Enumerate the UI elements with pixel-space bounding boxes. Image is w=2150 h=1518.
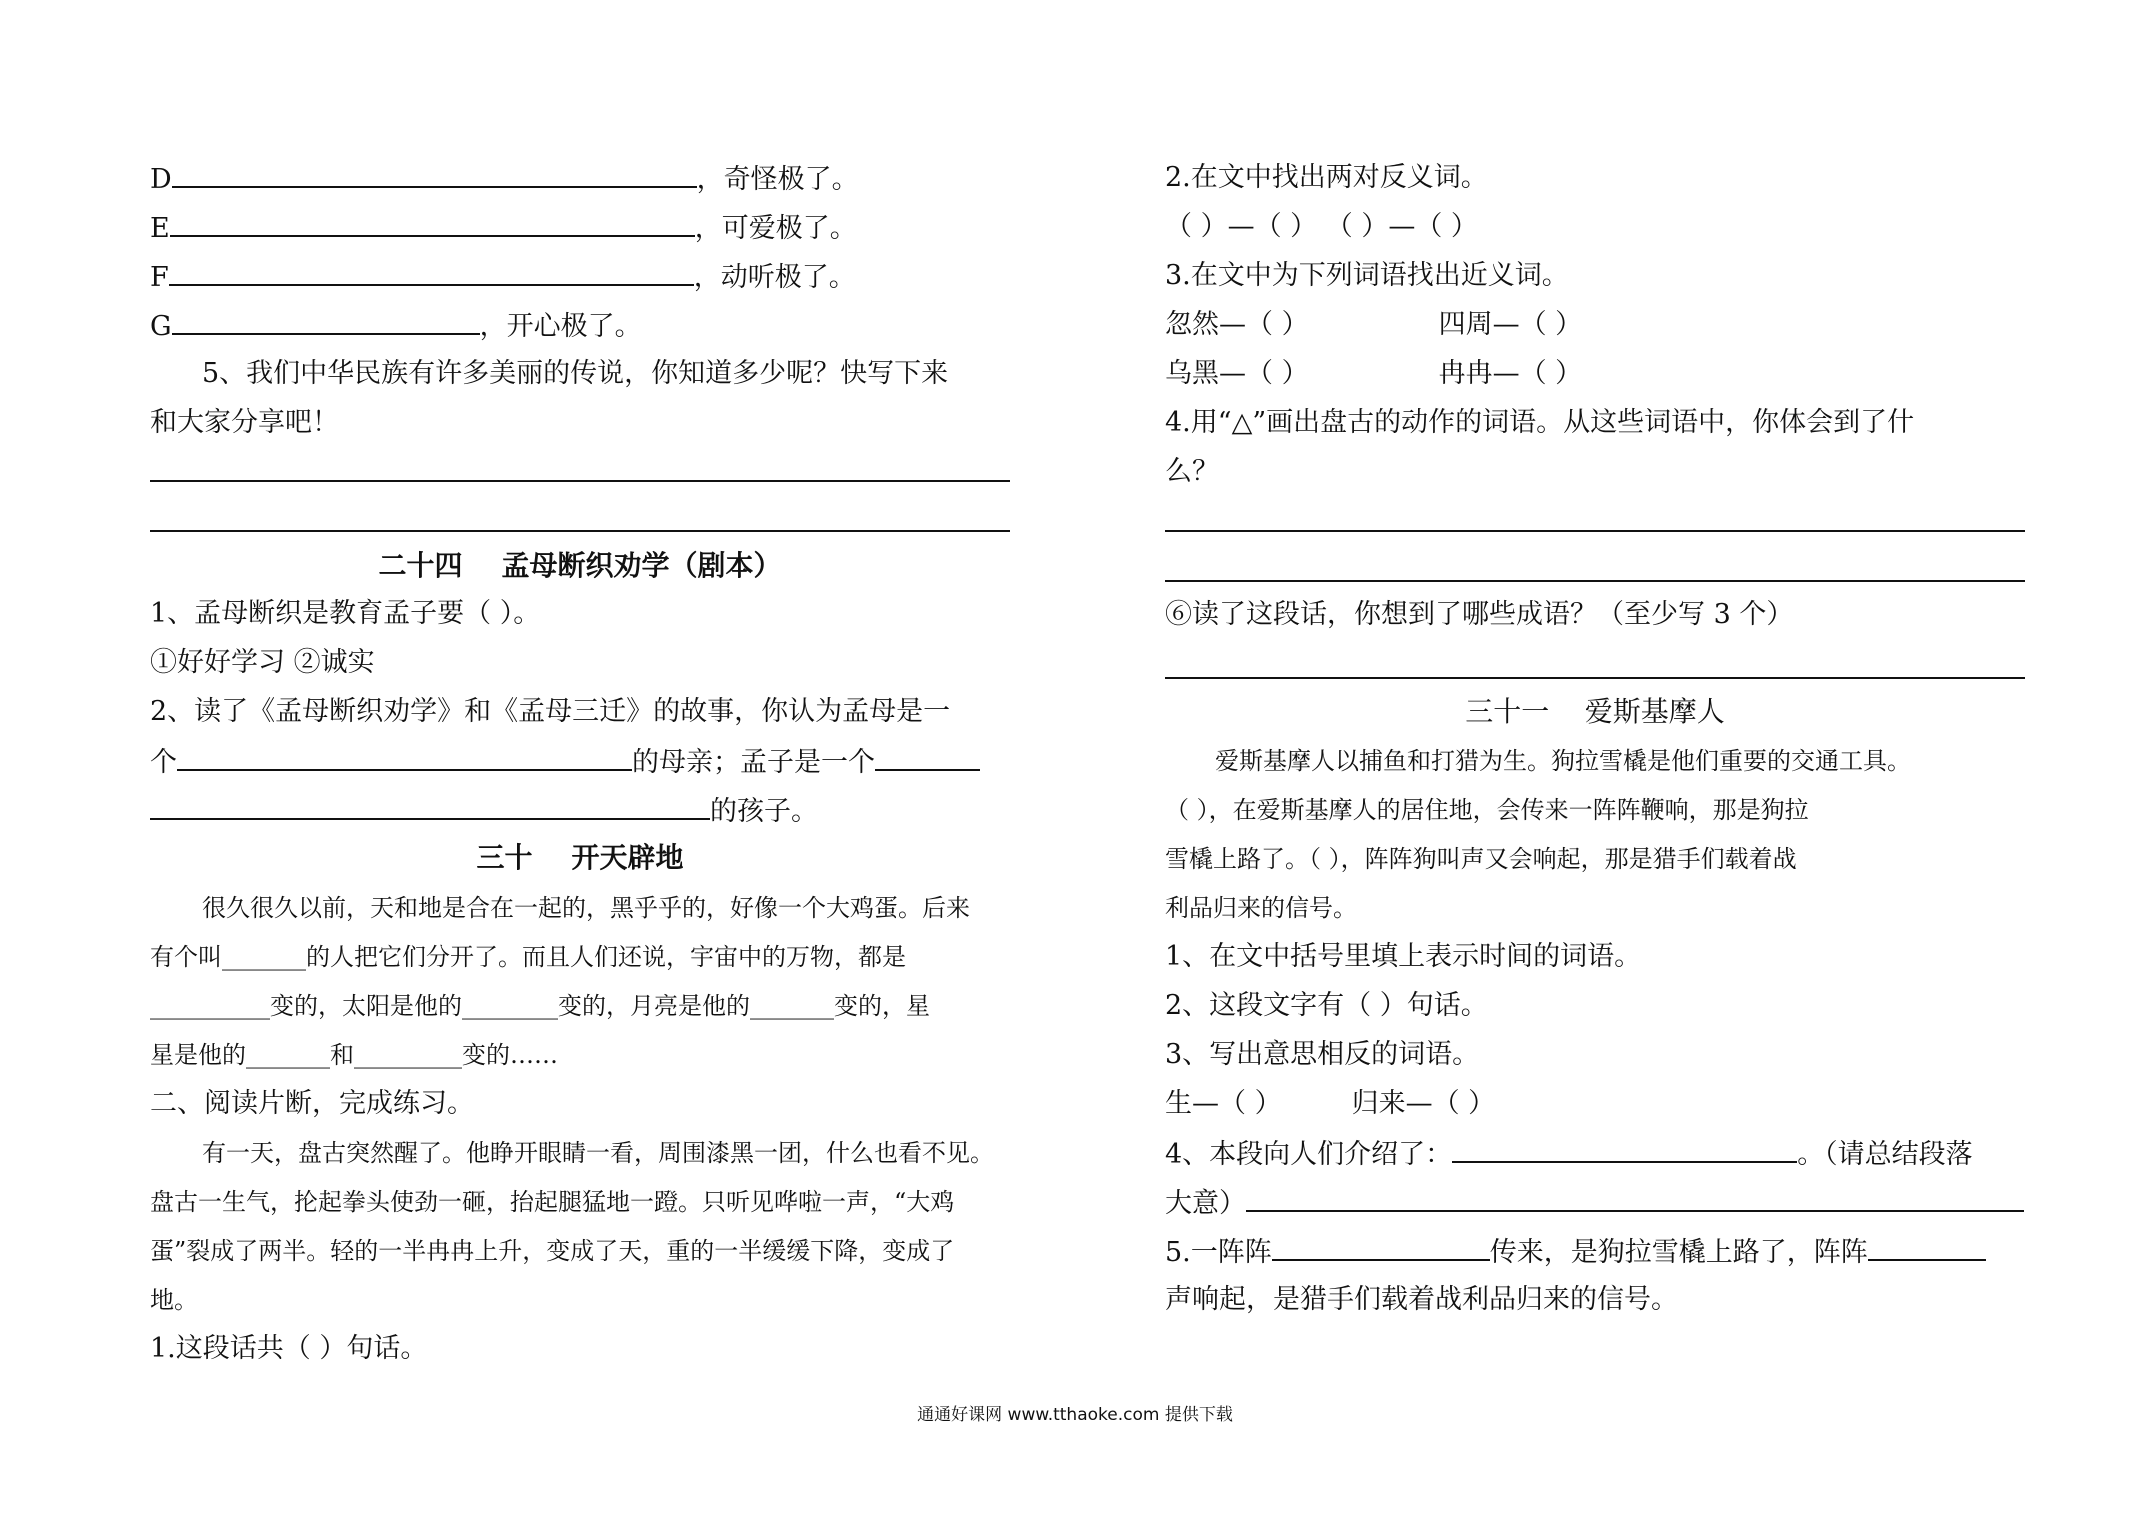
synonym-row-2: 乌黑—（ ） 冉冉—（ ）	[1165, 358, 1583, 389]
answer-blank[interactable]	[1246, 1182, 2024, 1212]
answer-line[interactable]	[150, 480, 1010, 482]
passage-3-line-2: （ ），在爱斯基摩人的居住地，会传来一阵阵鞭响，那是狗拉	[1165, 796, 1809, 824]
s24-question-2-blanks: 个 的母亲；孟子是一个	[150, 741, 980, 781]
passage-1-line-1: 很久很久以前，天和地是合在一起的，黑乎乎的，好像一个大鸡蛋。后来	[202, 894, 970, 922]
s24-question-2-end: 的孩子。	[150, 790, 818, 830]
synonym-row-1: 忽然—（ ） 四周—（ ）	[1165, 309, 1583, 340]
passage-3-line-3: 雪橇上路了。（ ），阵阵狗叫声又会响起，那是猎手们载着战	[1165, 845, 1797, 873]
question-5-cont: 和大家分享吧！	[150, 407, 339, 438]
answer-line[interactable]	[150, 530, 1010, 532]
s31-question-5: 5.一阵阵 传来，是狗拉雪橇上路了，阵阵	[1165, 1231, 1986, 1271]
part-2-heading: 二、阅读片断，完成练习。	[150, 1088, 474, 1119]
passage-2-line-3: 蛋”裂成了两半。轻的一半冉冉上升，变成了天，重的一半缓缓下降，变成了	[150, 1237, 955, 1265]
reading-question-1: 1.这段话共（ ）句话。	[150, 1333, 428, 1364]
s24-question-2: 2、读了《孟母断织劝学》和《孟母三迁》的故事，你认为孟母是一	[150, 696, 951, 727]
question-5: 5、我们中华民族有许多美丽的传说，你知道多少呢？快写下来	[202, 358, 949, 389]
footer-credit: 通通好课网 www.tthaoke.com 提供下载	[917, 1405, 1233, 1425]
item-d: D ，奇怪极了。	[150, 158, 859, 198]
passage-1-line-2: 有个叫_______的人把它们分开了。而且人们还说，宇宙中的万物，都是	[150, 943, 906, 971]
item-g: G ，开心极了。	[150, 305, 642, 345]
answer-blank[interactable]	[1272, 1231, 1490, 1261]
s31-antonym-row: 生—（ ） 归来—（ ）	[1165, 1088, 1496, 1119]
answer-line[interactable]	[1165, 580, 2025, 582]
s31-question-1: 1、在文中括号里填上表示时间的词语。	[1165, 941, 1642, 972]
answer-blank[interactable]	[1868, 1231, 1986, 1261]
s31-question-3: 3、写出意思相反的词语。	[1165, 1039, 1480, 1070]
item-f: F ，动听极了。	[150, 256, 856, 296]
passage-1-line-4: 星是他的_______和_________变的……	[150, 1041, 558, 1069]
section-31-title: 三十一 爱斯基摩人	[1465, 695, 1725, 728]
passage-2-line-4: 地。	[150, 1286, 198, 1314]
item-e: E ，可爱极了。	[150, 207, 857, 247]
antonym-pairs: （ ）—（ ） （ ）—（ ）	[1165, 211, 1478, 242]
answer-line[interactable]	[1165, 530, 2025, 532]
s31-question-2: 2、这段文字有（ ）句话。	[1165, 990, 1488, 1021]
passage-3-line-1: 爱斯基摩人以捕鱼和打猎为生。狗拉雪橇是他们重要的交通工具。	[1215, 747, 1911, 775]
reading-question-4-cont: 么？	[1165, 456, 1219, 487]
s31-question-5-cont: 声响起，是猎手们载着战利品归来的信号。	[1165, 1284, 1678, 1315]
answer-blank[interactable]	[150, 790, 710, 820]
reading-question-4: 4.用“△”画出盘古的动作的词语。从这些词语中，你体会到了什	[1165, 407, 1915, 438]
passage-2-line-1: 有一天，盘古突然醒了。他睁开眼睛一看，周围漆黑一团，什么也看不见。	[202, 1139, 994, 1167]
section-30-title: 三十 开天辟地	[476, 841, 684, 874]
reading-question-3: 3.在文中为下列词语找出近义词。	[1165, 260, 1569, 291]
answer-blank[interactable]	[169, 256, 694, 286]
reading-question-2: 2.在文中找出两对反义词。	[1165, 162, 1488, 193]
answer-line[interactable]	[1165, 677, 2025, 679]
answer-blank[interactable]	[1452, 1133, 1797, 1163]
passage-2-line-2: 盘古一生气，抡起拳头使劲一砸，抬起腿猛地一蹬。只听见哗啦一声，“大鸡	[150, 1188, 955, 1216]
section-24-title: 二十四 孟母断织劝学（剧本）	[378, 549, 782, 582]
passage-3-line-4: 利品归来的信号。	[1165, 894, 1357, 922]
answer-blank[interactable]	[170, 207, 695, 237]
s24-question-1-options: ①好好学习 ②诚实	[150, 647, 375, 678]
s24-question-1: 1、孟母断织是教育孟子要（ ）。	[150, 598, 541, 629]
answer-blank[interactable]	[875, 741, 980, 771]
answer-blank[interactable]	[177, 741, 632, 771]
answer-blank[interactable]	[172, 305, 480, 335]
reading-question-6: ⑥读了这段话，你想到了哪些成语？（至少写 3 个）	[1165, 599, 1794, 630]
s31-question-4: 4、本段向人们介绍了： 。（请总结段落	[1165, 1133, 1973, 1173]
passage-1-line-3: __________变的，太阳是他的________变的，月亮是他的_______变的，星	[150, 992, 930, 1020]
answer-blank[interactable]	[172, 158, 697, 188]
s31-question-4-cont: 大意）	[1165, 1182, 2024, 1222]
